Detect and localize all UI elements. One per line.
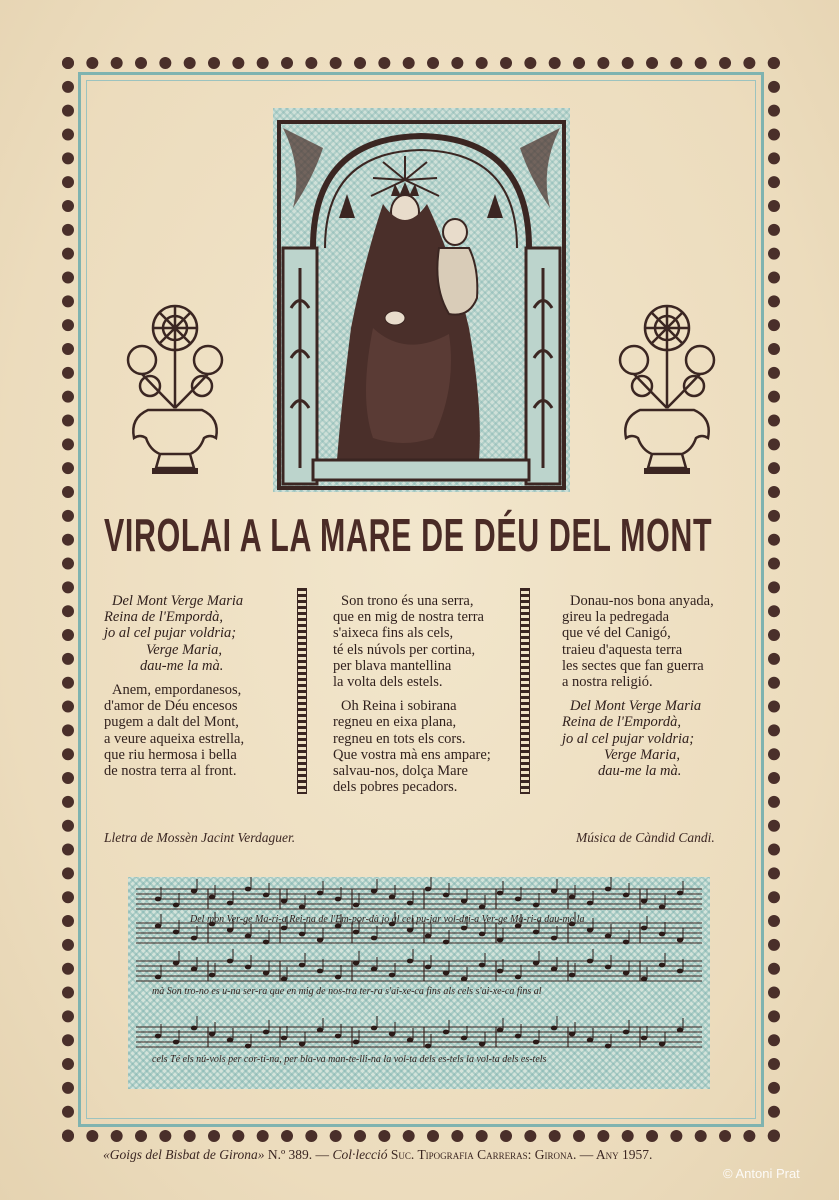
- music-note: [479, 932, 485, 937]
- music-note: [515, 975, 521, 980]
- verse-line: dau-me la mà.: [140, 657, 224, 674]
- music-note: [281, 1036, 287, 1041]
- page-title: VIROLAI A LA MARE DE DÉU DEL MONT: [104, 509, 713, 561]
- music-note: [173, 1040, 179, 1045]
- music-note: [551, 889, 557, 894]
- music-note: [479, 905, 485, 910]
- music-note: [659, 1042, 665, 1047]
- music-note: [641, 899, 647, 904]
- music-note: [155, 1034, 161, 1039]
- music-note: [191, 1026, 197, 1031]
- verse-line: jo al cel pujar voldria;: [562, 730, 695, 747]
- music-note: [245, 887, 251, 892]
- music-note: [227, 928, 233, 933]
- music-note: [371, 967, 377, 972]
- music-note: [317, 938, 323, 943]
- verse-line: les sectes que fan guerra: [562, 657, 704, 674]
- music-note: [533, 1040, 539, 1045]
- verse-line: Anem, empordanesos,: [112, 682, 242, 699]
- music-note: [515, 897, 521, 902]
- music-note: [425, 887, 431, 892]
- verse-line: Reina de l'Empordà,: [104, 609, 223, 626]
- music-note: [605, 1044, 611, 1049]
- music-note: [299, 1042, 305, 1047]
- verse-stanza: [333, 593, 513, 690]
- music-note: [641, 977, 647, 982]
- music-note: [353, 1040, 359, 1045]
- verse-line: dau-me la mà.: [598, 763, 682, 780]
- music-note: [227, 901, 233, 906]
- music-note: [497, 1028, 503, 1033]
- music-note: [551, 967, 557, 972]
- music-note: [677, 969, 683, 974]
- music-note: [587, 1038, 593, 1043]
- verse-stanza: [562, 593, 742, 690]
- collection-label: Col·lecció: [332, 1147, 388, 1162]
- music-note: [587, 959, 593, 964]
- music-note: [533, 903, 539, 908]
- verse-line: jo al cel pujar voldria;: [104, 625, 237, 642]
- verse-line: que riu hermosa i bella: [104, 746, 237, 763]
- verse-line: que en mig de nostra terra: [333, 609, 484, 626]
- verse-line: regneu en eixa plana,: [333, 714, 457, 731]
- music-note: [281, 926, 287, 931]
- music-note: [605, 887, 611, 892]
- music-note: [335, 975, 341, 980]
- music-note: [425, 965, 431, 970]
- verse-line: dels pobres pecadors.: [333, 779, 458, 796]
- verse-line: salvau-nos, dolça Mare: [333, 763, 468, 780]
- verse-column-1: [104, 593, 284, 787]
- verse-line: s'aixeca fins als cels,: [333, 625, 454, 642]
- music-note: [155, 975, 161, 980]
- music-note: [335, 1034, 341, 1039]
- music-note: [677, 1028, 683, 1033]
- music-note: [173, 903, 179, 908]
- music-note: [281, 977, 287, 982]
- music-note: [263, 893, 269, 898]
- verse-line: que vé del Canigó,: [562, 625, 671, 642]
- refrain-stanza: [104, 593, 284, 674]
- verse-line: Verge Maria,: [146, 641, 222, 658]
- music-note: [353, 930, 359, 935]
- music-note: [659, 905, 665, 910]
- music-note: [497, 938, 503, 943]
- music-note: [569, 895, 575, 900]
- music-note: [407, 959, 413, 964]
- music-note: [623, 940, 629, 945]
- music-note: [245, 1044, 251, 1049]
- sheet-music: [128, 877, 710, 1089]
- score-lyrics-line-2: mà Son tro-no es u-na ser-ra que en mig de nos-tra ter-ra s'ai-xe-ca fins als cels s'ai-xe-ca fins al: [152, 986, 542, 997]
- music-note: [659, 932, 665, 937]
- music-note: [641, 926, 647, 931]
- music-note: [407, 928, 413, 933]
- music-note: [209, 973, 215, 978]
- verse-column-2: [333, 593, 513, 803]
- music-note: [569, 973, 575, 978]
- music-note: [389, 895, 395, 900]
- virgin-and-child-illustration: [273, 108, 570, 492]
- music-note: [623, 971, 629, 976]
- verse-line: a veure aqueixa estrella,: [104, 730, 245, 747]
- music-note: [425, 934, 431, 939]
- refrain-stanza: [562, 698, 742, 779]
- music-note: [263, 971, 269, 976]
- music-note: [569, 1032, 575, 1037]
- music-note: [479, 963, 485, 968]
- music-note: [605, 965, 611, 970]
- verse-line: traieu d'aquesta terra: [562, 641, 683, 658]
- music-note: [533, 930, 539, 935]
- music-note: [263, 1030, 269, 1035]
- music-note: [173, 961, 179, 966]
- flower-vase-left-illustration: [120, 298, 230, 478]
- music-note: [353, 961, 359, 966]
- verse-stanza: [104, 682, 284, 779]
- verse-line: gireu la pedregada: [562, 609, 670, 626]
- music-note: [281, 899, 287, 904]
- verse-line: pugem a dalt del Mont,: [104, 714, 239, 731]
- music-note: [677, 938, 683, 943]
- music-note: [587, 901, 593, 906]
- music-note: [461, 926, 467, 931]
- music-note: [245, 965, 251, 970]
- virgin-engraving: [273, 108, 570, 492]
- photo-credit-watermark: © Antoni Prat: [723, 1166, 800, 1181]
- music-note: [173, 930, 179, 935]
- column-divider: [297, 588, 307, 794]
- score-lyrics-line-1: Del mon Ver-ge Ma-ri-a Rei-na de l'Em-por-dà jo al cel pu-jar vol-dri-a Ver-ge Ma-ri-a dau-me la: [190, 914, 585, 925]
- music-note: [389, 973, 395, 978]
- music-note: [299, 905, 305, 910]
- verse-line: d'amor de Déu encesos: [104, 698, 238, 715]
- music-note: [443, 893, 449, 898]
- music-note: [371, 936, 377, 941]
- music-note: [551, 936, 557, 941]
- music-note: [317, 891, 323, 896]
- music-note: [443, 940, 449, 945]
- verse-column-3: [562, 593, 742, 787]
- verse-line: de nostra terra al front.: [104, 763, 237, 780]
- publication-footer: [103, 1147, 652, 1163]
- verse-line: Del Mont Verge Maria: [112, 593, 244, 609]
- verse-line: Donau-nos bona anyada,: [570, 593, 714, 609]
- issue-number: N.º 389. —: [264, 1147, 333, 1162]
- music-note: [425, 1044, 431, 1049]
- music-note: [443, 971, 449, 976]
- music-note: [371, 889, 377, 894]
- music-note: [299, 963, 305, 968]
- music-note: [479, 1042, 485, 1047]
- music-note: [461, 1036, 467, 1041]
- music-note: [533, 961, 539, 966]
- verse-line: per blava mantellina: [333, 657, 452, 674]
- music-note: [677, 891, 683, 896]
- music-note: [371, 1026, 377, 1031]
- flower-vase-right-illustration: [612, 298, 722, 478]
- lyrics-credit: Lletra de Mossèn Jacint Verdaguer.: [104, 830, 296, 845]
- music-note: [317, 1028, 323, 1033]
- music-note: [227, 1038, 233, 1043]
- music-note: [209, 1032, 215, 1037]
- music-note: [299, 932, 305, 937]
- verse-line: Oh Reina i sobirana: [341, 698, 457, 715]
- verse-stanza: [333, 698, 513, 795]
- music-note: [551, 1026, 557, 1031]
- verse-line: té els núvols per cortina,: [333, 641, 476, 658]
- music-note: [227, 959, 233, 964]
- music-note: [461, 977, 467, 982]
- music-note: [443, 1030, 449, 1035]
- music-note: [641, 1036, 647, 1041]
- music-note: [191, 936, 197, 941]
- music-note: [497, 891, 503, 896]
- score-lyrics-line-3: cels Té els nú-vols per cor-ti-na, per bla-va man-te-lli-na la vol-ta dels es-tels la vol-ta dels es-tels: [152, 1054, 547, 1065]
- music-note: [335, 897, 341, 902]
- music-note: [389, 1032, 395, 1037]
- verse-line: a nostra religió.: [562, 674, 653, 691]
- printer-info: Suc. Tipografia Carreras: Girona. — Any 1957.: [387, 1147, 653, 1162]
- music-note: [407, 901, 413, 906]
- music-note: [155, 924, 161, 929]
- music-note: [659, 963, 665, 968]
- music-note: [605, 934, 611, 939]
- music-note: [623, 1030, 629, 1035]
- music-note: [353, 903, 359, 908]
- music-credit: Música de Càndid Candi.: [576, 830, 715, 845]
- verse-line: Que vostra mà ens ampare;: [333, 746, 491, 763]
- verse-line: la volta dels estels.: [333, 674, 443, 691]
- music-note: [317, 969, 323, 974]
- music-note: [623, 893, 629, 898]
- music-note: [515, 1034, 521, 1039]
- verse-line: Del Mont Verge Maria: [570, 698, 702, 715]
- music-note: [191, 967, 197, 972]
- verse-line: regneu en tots els cors.: [333, 730, 466, 747]
- verse-line: Verge Maria,: [604, 746, 680, 763]
- music-note: [155, 897, 161, 902]
- music-note: [263, 940, 269, 945]
- verse-line: Son trono és una serra,: [341, 593, 474, 609]
- series-name: «Goigs del Bisbat de Girona»: [103, 1147, 265, 1162]
- music-note: [407, 1038, 413, 1043]
- music-note: [497, 969, 503, 974]
- music-note: [587, 928, 593, 933]
- music-note: [461, 899, 467, 904]
- verse-line: Reina de l'Empordà,: [562, 714, 681, 731]
- music-note: [209, 895, 215, 900]
- column-divider: [520, 588, 530, 794]
- music-note: [191, 889, 197, 894]
- music-note: [245, 934, 251, 939]
